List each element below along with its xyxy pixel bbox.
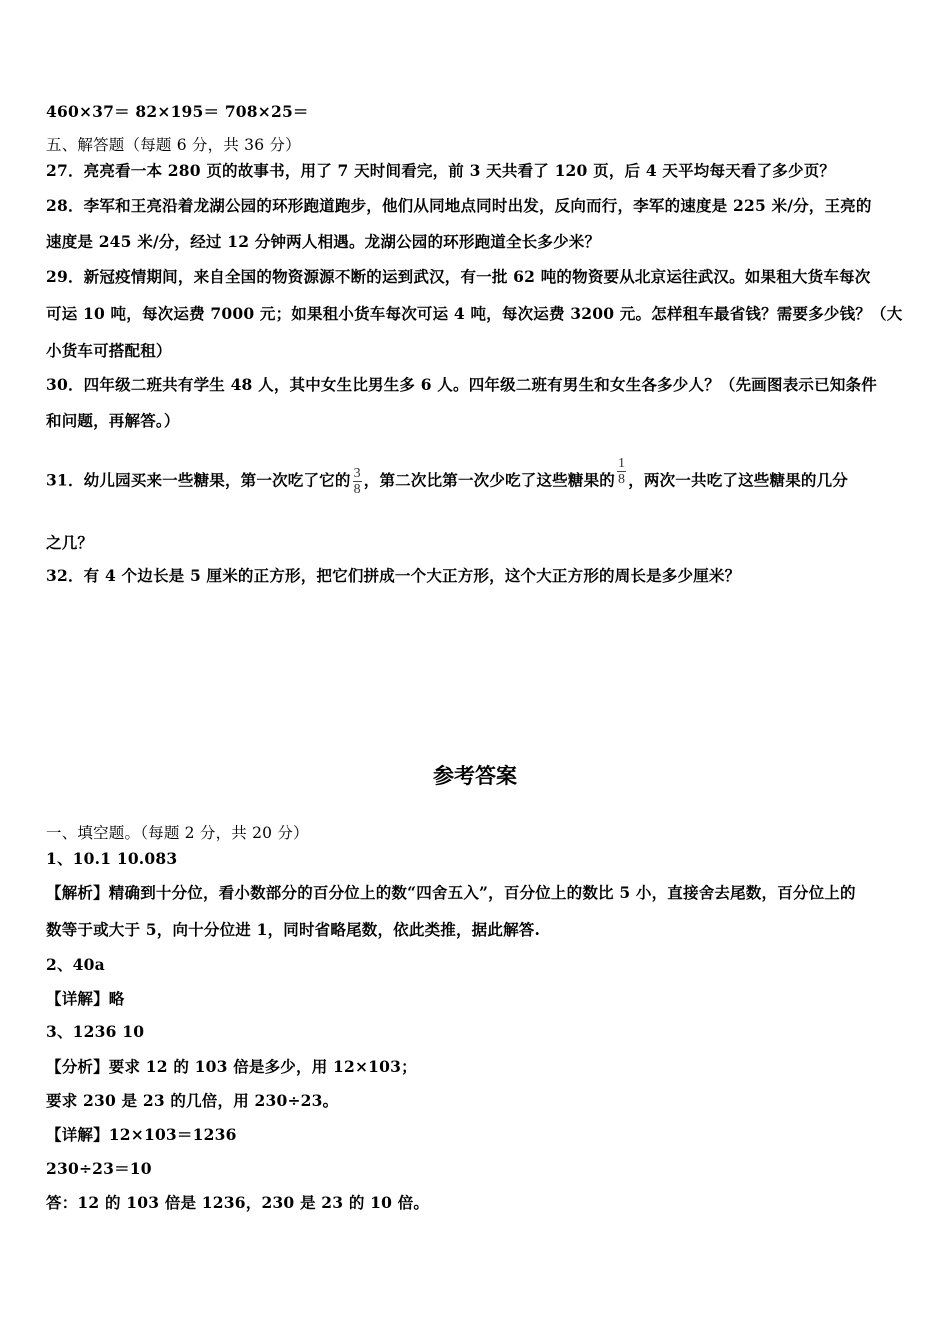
answer-3-analysis-line-2: 要求 230 是 23 的几倍，用 230÷23。 (46, 1091, 339, 1110)
question-29-line-2: 可运 10 吨，每次运费 7000 元；如果租小货车每次可运 4 吨，每次运费 3200 元。怎样租车最省钱？需要多少钱？（大 (46, 304, 903, 323)
answer-2: 2、40a (46, 955, 105, 974)
question-28-line-2: 速度是 245 米/分，经过 12 分钟两人相遇。龙湖公园的环形跑道全长多少米？ (46, 232, 601, 251)
question-30-line-2: 和问题，再解答。） (46, 411, 180, 430)
fraction-denominator: 8 (617, 472, 626, 487)
answer-3: 3、1236 10 (46, 1022, 145, 1041)
fraction-numerator: 1 (617, 456, 626, 471)
question-31-line-1 (46, 456, 906, 497)
answers-title: 参考答案 (433, 764, 517, 788)
answers-section-1-heading: 一、填空题。（每题 2 分，共 20 分） (46, 824, 309, 842)
answer-1-analysis-line-2: 数等于或大于 5，向十分位进 1，同时省略尾数，依此类推，据此解答. (46, 920, 541, 939)
answer-1-analysis-line-1: 【解析】精确到十分位，看小数部分的百分位上的数“四舍五入”，百分位上的数比 5 小，直接舍去尾数，百分位上的 (46, 883, 856, 902)
answer-3-analysis-line-1: 【分析】要求 12 的 103 倍是多少，用 12×103； (46, 1057, 417, 1076)
question-31-text-2: ，第二次比第一次少吃了这些糖果的 (363, 470, 615, 490)
question-30-line-1: 30．四年级二班共有学生 48 人，其中女生比男生多 6 人。四年级二班有男生和女生各多少人？（先画图表示已知条件 (46, 375, 877, 394)
question-29-line-1: 29．新冠疫情期间，来自全国的物资源源不断的运到武汉，有一批 62 吨的物资要从北京运往武汉。如果租大货车每次 (46, 267, 871, 286)
answer-2-detail: 【详解】略 (46, 989, 125, 1008)
question-29-line-3: 小货车可搭配租） (46, 341, 172, 360)
question-28-line-1: 28．李军和王亮沿着龙湖公园的环形跑道跑步，他们从同地点同时出发，反向而行，李军的速度是 225 米/分，王亮的 (46, 196, 872, 215)
fraction-three-eighths (353, 466, 362, 497)
answer-3-detail-line-2: 230÷23＝10 (46, 1159, 152, 1178)
fraction-numerator: 3 (353, 466, 361, 481)
answer-3-conclusion: 答：12 的 103 倍是 1236，230 是 23 的 10 倍。 (46, 1193, 430, 1212)
answer-1: 1、10.1 10.083 (46, 849, 178, 868)
fraction-denominator: 8 (353, 482, 361, 497)
fraction-one-eighth (617, 456, 626, 487)
answer-3-detail-line-1: 【详解】12×103＝1236 (46, 1125, 237, 1144)
question-31-line-2: 之几？ (46, 533, 94, 552)
question-27: 27．亮亮看一本 280 页的故事书，用了 7 天时间看完，前 3 天共看了 120 页，后 4 天平均每天看了多少页？ (46, 161, 836, 180)
question-32: 32．有 4 个边长是 5 厘米的正方形，把它们拼成一个大正方形，这个大正方形的周长是多少厘米？ (46, 566, 741, 585)
question-31-text-1: 31．幼儿园买来一些糖果，第一次吃了它的 (46, 470, 351, 490)
calc-line: 460×37＝ 82×195＝ 708×25＝ (46, 102, 309, 121)
section-heading-5: 五、解答题（每题 6 分，共 36 分） (46, 136, 301, 154)
question-31-text-3: ，两次一共吃了这些糖果的几分 (628, 470, 848, 490)
